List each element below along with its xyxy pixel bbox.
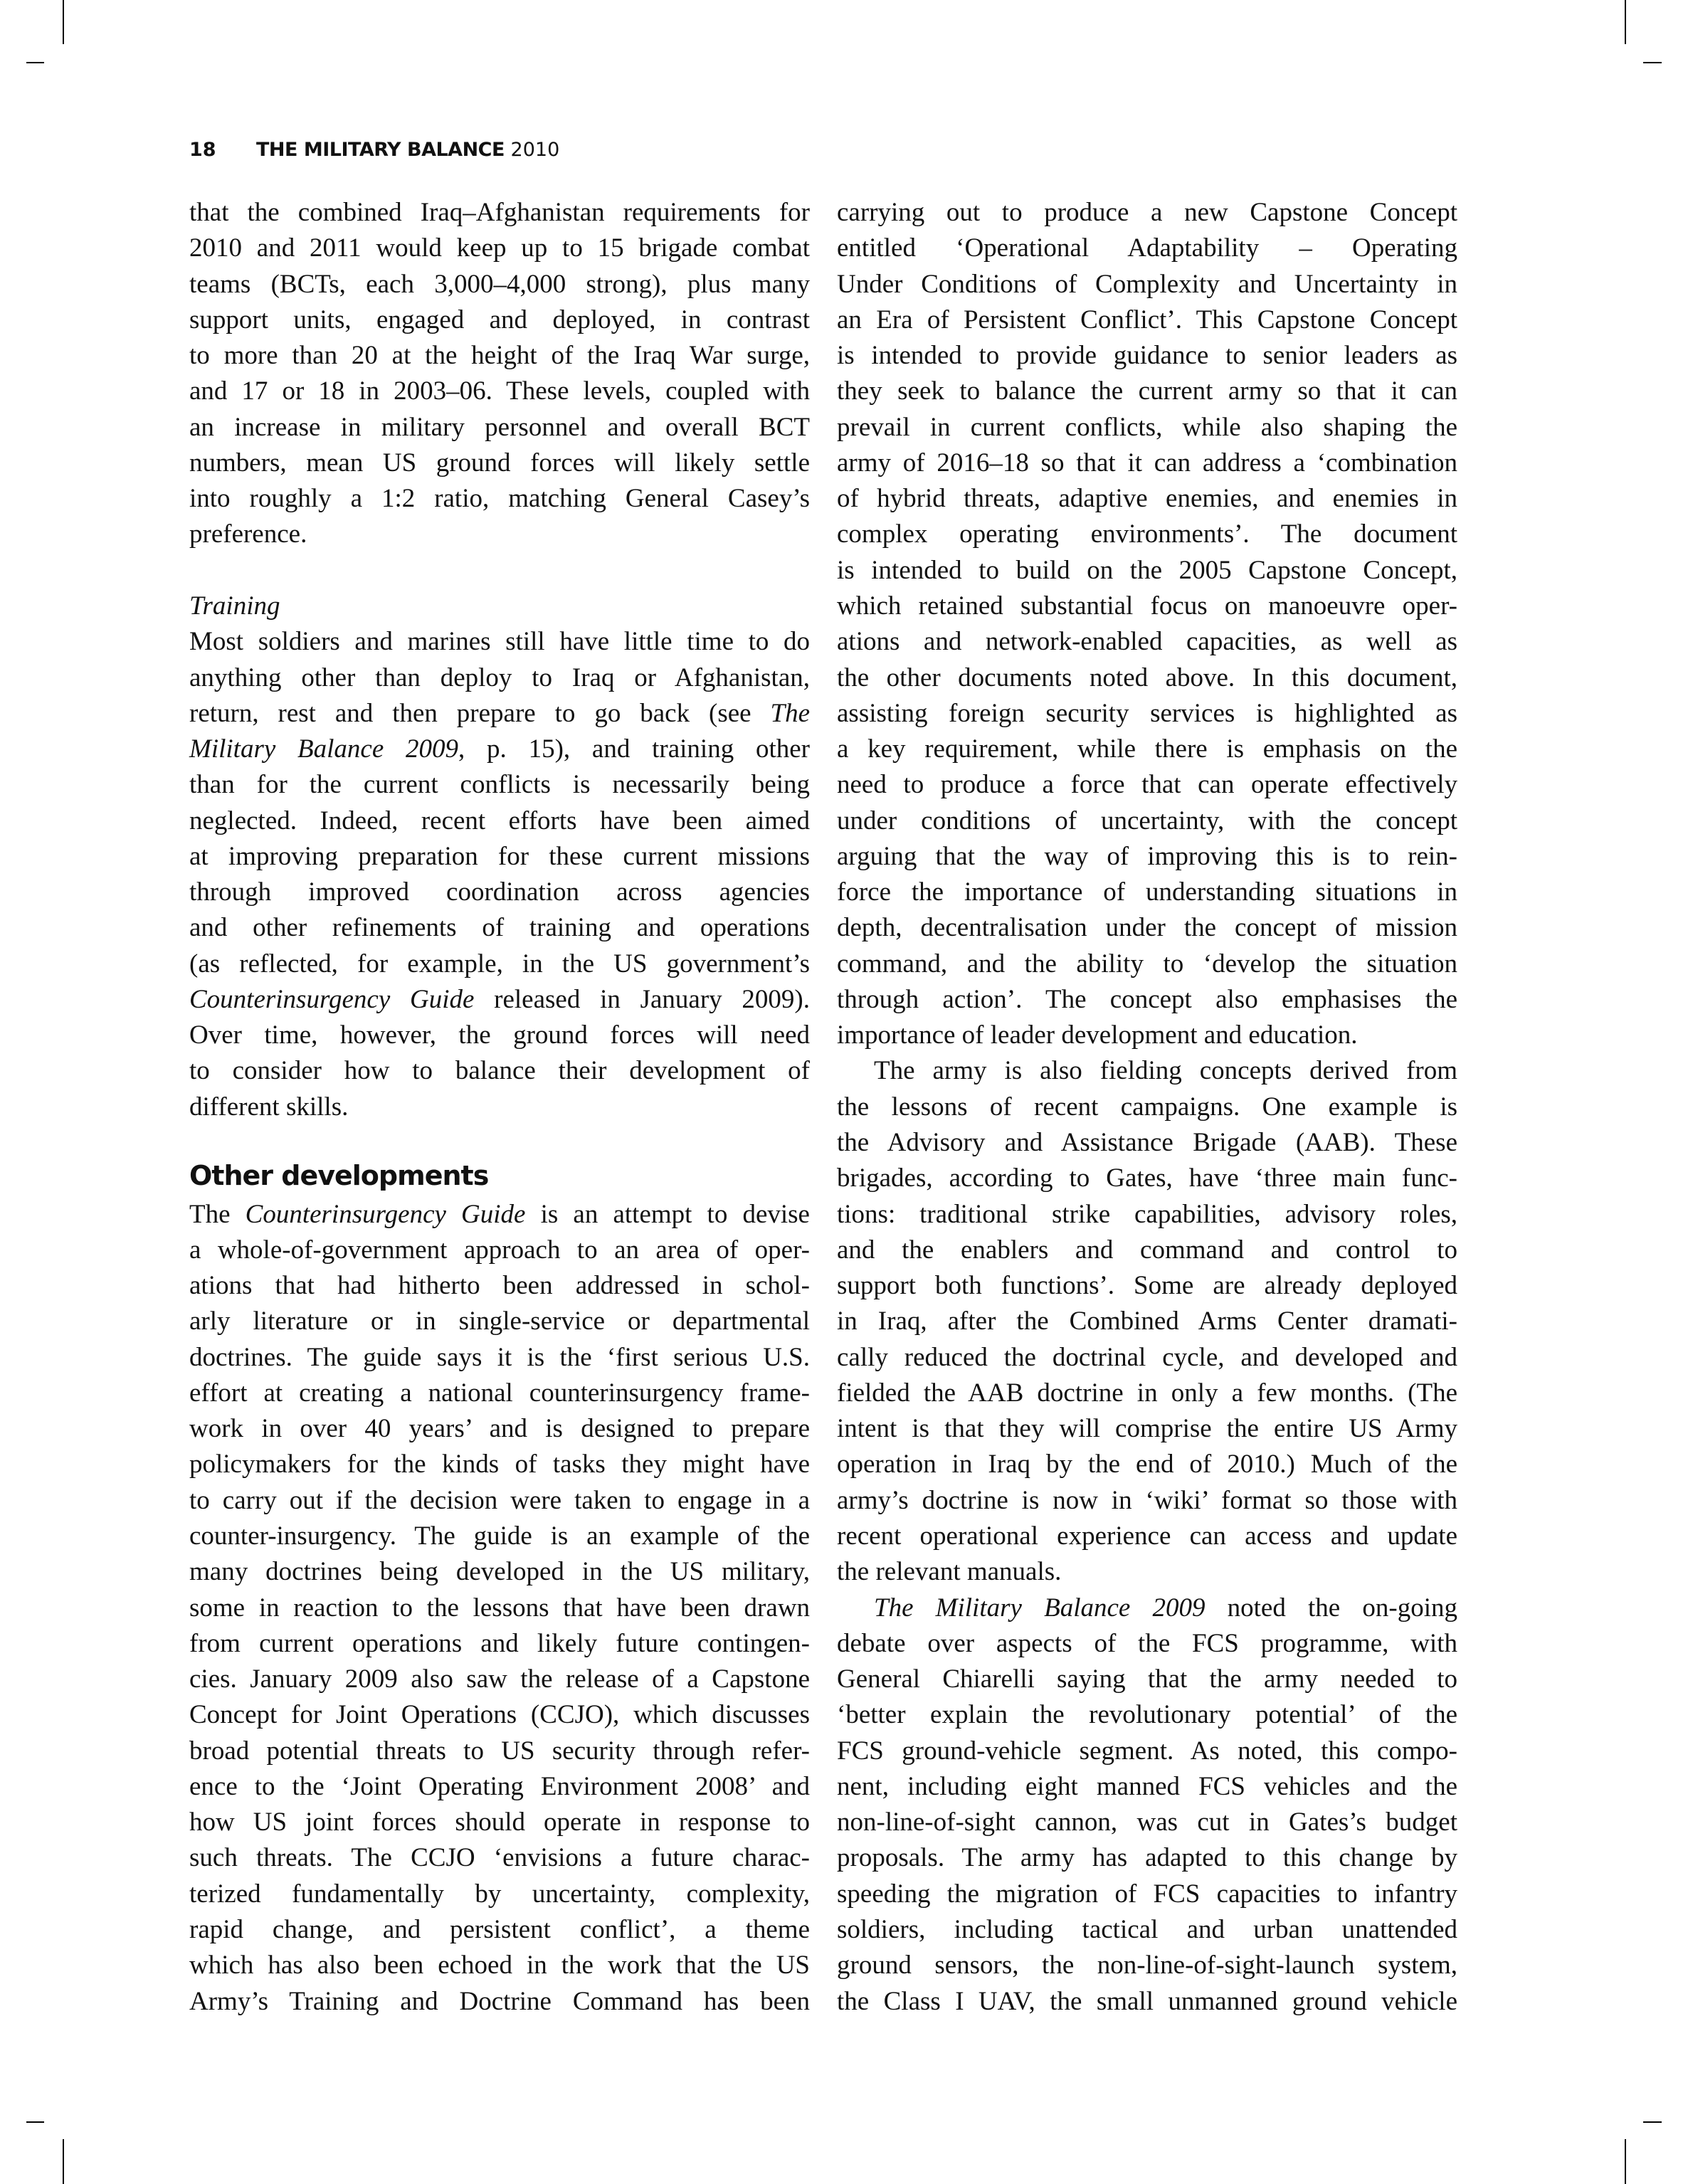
body-text-line: ations that had hitherto been addressed in schol- (189, 1271, 810, 1301)
body-text-line: command, and the ability to ‘develop the situation (837, 949, 1457, 978)
body-text-line: the relevant manuals. (837, 1557, 1062, 1587)
body-text-line: fielded the AAB doctrine in only a few months. (The (837, 1378, 1457, 1408)
italic-title: Counterinsurgency Guide (245, 1199, 526, 1229)
body-text-line: ‘better explain the revolutionary potential’ of the (837, 1700, 1457, 1730)
body-text-line: teams (BCTs, each 3,000–4,000 strong), plus many (189, 269, 810, 299)
body-text-line: a key requirement, while there is emphasis on the (837, 734, 1457, 764)
body-text-line: which retained substantial focus on manoeuvre oper- (837, 591, 1457, 621)
body-text-line: prevail in current conflicts, while also shaping the (837, 412, 1457, 442)
body-text-line: speeding the migration of FCS capacities to infantry (837, 1879, 1457, 1909)
italic-title: Counterinsurgency Guide (189, 984, 475, 1014)
body-text-line: is intended to build on the 2005 Capstone Concept, (837, 555, 1457, 585)
body-text-line: under conditions of uncertainty, with the concept (837, 806, 1457, 835)
body-text-line: how US joint forces should operate in response to (189, 1808, 810, 1837)
body-text-line: entitled ‘Operational Adaptability – Operating (837, 233, 1457, 263)
crop-mark-bottom-right-horizontal (1643, 2121, 1662, 2123)
body-text-line: The Military Balance 2009 noted the on-going (874, 1593, 1457, 1623)
body-text-line: recent operational experience can access and update (837, 1521, 1457, 1551)
body-text-line: the lessons of recent campaigns. One example is (837, 1092, 1457, 1122)
body-text-line: broad potential threats to US security through refer- (189, 1736, 810, 1766)
body-text-line: support units, engaged and deployed, in contrast (189, 305, 810, 334)
body-text-line: the Advisory and Assistance Brigade (AAB). These (837, 1128, 1457, 1158)
body-text-line: tions: traditional strike capabilities, advisory roles, (837, 1199, 1457, 1229)
italic-title: The Military Balance 2009 (874, 1593, 1206, 1623)
body-text-line: preference. (189, 519, 307, 549)
body-text-line: Military Balance 2009, p. 15), and training other (189, 734, 810, 764)
body-text-line: return, rest and then prepare to go back (see The (189, 698, 810, 728)
body-text-line: the other documents noted above. In this document, (837, 663, 1457, 692)
body-text-line: neglected. Indeed, recent efforts have been aimed (189, 806, 810, 835)
body-text-line: through improved coordination across agencies (189, 877, 810, 907)
body-text-line: they seek to balance the current army so that it can (837, 376, 1457, 406)
body-text-line: an Era of Persistent Conflict’. This Capstone Concept (837, 305, 1457, 334)
crop-mark-bottom-left-vertical (63, 2139, 64, 2184)
body-text-line: support both functions’. Some are already deployed (837, 1271, 1457, 1301)
crop-mark-top-right-vertical (1625, 0, 1626, 44)
body-text-line: The army is also fielding concepts derived from (874, 1056, 1457, 1086)
publication-title: THE MILITARY BALANCE (256, 139, 505, 161)
body-text-line: Army’s Training and Doctrine Command has been (189, 1986, 810, 2016)
body-text-line: Concept for Joint Operations (CCJO), which discusses (189, 1700, 810, 1730)
running-head (189, 139, 559, 161)
body-text-line: such threats. The CCJO ‘envisions a future charac- (189, 1843, 810, 1873)
body-text-line: than for the current conflicts is necessarily being (189, 770, 810, 800)
body-text-line: some in reaction to the lessons that have been drawn (189, 1593, 810, 1623)
body-text-line: doctrines. The guide says it is the ‘first serious U.S. (189, 1342, 810, 1372)
body-text-line: is intended to provide guidance to senior leaders as (837, 341, 1457, 371)
crop-mark-bottom-right-vertical (1625, 2139, 1626, 2184)
body-text-line: intent is that they will comprise the entire US Army (837, 1414, 1457, 1444)
body-text-line: force the importance of understanding situations in (837, 877, 1457, 907)
body-text-line: to more than 20 at the height of the Iraq War surge, (189, 341, 810, 371)
body-text-line: cies. January 2009 also saw the release of a Capstone (189, 1665, 810, 1694)
body-text-line: soldiers, including tactical and urban unattended (837, 1914, 1457, 1944)
body-text-line: complex operating environments’. The document (837, 519, 1457, 549)
body-text-line: assisting foreign security services is highlighted as (837, 698, 1457, 728)
body-text-line: operation in Iraq by the end of 2010.) Much of the (837, 1450, 1457, 1479)
crop-mark-top-right-horizontal (1643, 62, 1662, 63)
body-text-line: debate over aspects of the FCS programme, with (837, 1628, 1457, 1658)
body-text-line: through action’. The concept also emphasises the (837, 984, 1457, 1014)
body-text-line: Most soldiers and marines still have little time to do (189, 627, 810, 657)
body-text-line: ence to the ‘Joint Operating Environment 2008’ and (189, 1771, 810, 1801)
body-text-line: proposals. The army has adapted to this change by (837, 1843, 1457, 1873)
body-text-line: that the combined Iraq–Afghanistan requirements for (189, 198, 810, 227)
body-text-line: an increase in military personnel and overall BCT (189, 412, 810, 442)
section-heading-other-developments: Other developments (189, 1160, 489, 1192)
body-text-line: FCS ground-vehicle segment. As noted, this compo- (837, 1736, 1457, 1766)
body-text-line: which has also been echoed in the work that the US (189, 1951, 810, 1980)
body-text-line: The Counterinsurgency Guide is an attempt to devise (189, 1199, 810, 1229)
body-text-line: work in over 40 years’ and is designed to prepare (189, 1414, 810, 1444)
body-text-line: terized fundamentally by uncertainty, complexity, (189, 1879, 810, 1909)
body-text-line: and other refinements of training and operations (189, 913, 810, 943)
body-text-line: Over time, however, the ground forces will need (189, 1020, 810, 1050)
body-text-line: to consider how to balance their development of (189, 1056, 810, 1086)
crop-mark-top-left-vertical (63, 0, 64, 44)
body-text-line: cally reduced the doctrinal cycle, and developed and (837, 1342, 1457, 1372)
body-text-line: effort at creating a national counterinsurgency frame- (189, 1378, 810, 1408)
body-text-line: in Iraq, after the Combined Arms Center dramati- (837, 1307, 1457, 1336)
body-text-line: rapid change, and persistent conflict’, a theme (189, 1914, 810, 1944)
body-text-line: to carry out if the decision were taken to engage in a (189, 1485, 810, 1515)
body-text-line: carrying out to produce a new Capstone Concept (837, 198, 1457, 227)
body-text-line: many doctrines being developed in the US military, (189, 1557, 810, 1587)
body-text-line: the Class I UAV, the small unmanned ground vehicle (837, 1986, 1457, 2016)
body-text-line: (as reflected, for example, in the US government’s (189, 949, 810, 978)
subheading-training: Training (189, 591, 280, 621)
body-text-line: Under Conditions of Complexity and Uncertainty in (837, 269, 1457, 299)
body-text-line: General Chiarelli saying that the army needed to (837, 1665, 1457, 1694)
body-text-line: numbers, mean US ground forces will likely settle (189, 448, 810, 478)
italic-title: The (770, 698, 810, 728)
body-text-line: arguing that the way of improving this is to rein- (837, 841, 1457, 871)
body-text-line: depth, decentralisation under the concept of mission (837, 913, 1457, 943)
body-text-line: into roughly a 1:2 ratio, matching General Casey’s (189, 484, 810, 514)
body-text-line: brigades, according to Gates, have ‘three main func- (837, 1164, 1457, 1193)
body-text-line: from current operations and likely future contingen- (189, 1628, 810, 1658)
body-text-line: anything other than deploy to Iraq or Afghanistan, (189, 663, 810, 692)
body-text-line: policymakers for the kinds of tasks they might have (189, 1450, 810, 1479)
body-text-line: ations and network-enabled capacities, as well as (837, 627, 1457, 657)
page-number: 18 (189, 139, 216, 161)
body-text-line: importance of leader development and education. (837, 1020, 1358, 1050)
body-text-line: and the enablers and command and control to (837, 1235, 1457, 1265)
body-text-line: and 17 or 18 in 2003–06. These levels, coupled with (189, 376, 810, 406)
body-text-line: at improving preparation for these current missions (189, 841, 810, 871)
crop-mark-top-left-horizontal (26, 62, 44, 63)
body-text-line: a whole-of-government approach to an area of oper- (189, 1235, 810, 1265)
body-text-line: army’s doctrine is now in ‘wiki’ format so those with (837, 1485, 1457, 1515)
publication-year: 2010 (510, 139, 560, 161)
body-text-line: non-line-of-sight cannon, was cut in Gates’s budget (837, 1808, 1457, 1837)
body-text-line: nent, including eight manned FCS vehicles and the (837, 1771, 1457, 1801)
body-text-line: need to produce a force that can operate effectively (837, 770, 1457, 800)
crop-mark-bottom-left-horizontal (26, 2121, 44, 2123)
italic-title: Military Balance 2009 (189, 734, 459, 764)
body-text-line: ground sensors, the non-line-of-sight-launch system, (837, 1951, 1457, 1980)
body-text-line: of hybrid threats, adaptive enemies, and enemies in (837, 484, 1457, 514)
body-text-line: army of 2016–18 so that it can address a ‘combination (837, 448, 1457, 478)
body-text-line: Counterinsurgency Guide released in January 2009). (189, 984, 810, 1014)
body-text-line: 2010 and 2011 would keep up to 15 brigade combat (189, 233, 810, 263)
body-text-line: arly literature or in single-service or departmental (189, 1307, 810, 1336)
body-text-line: counter-insurgency. The guide is an example of the (189, 1521, 810, 1551)
body-text-line: different skills. (189, 1092, 349, 1122)
